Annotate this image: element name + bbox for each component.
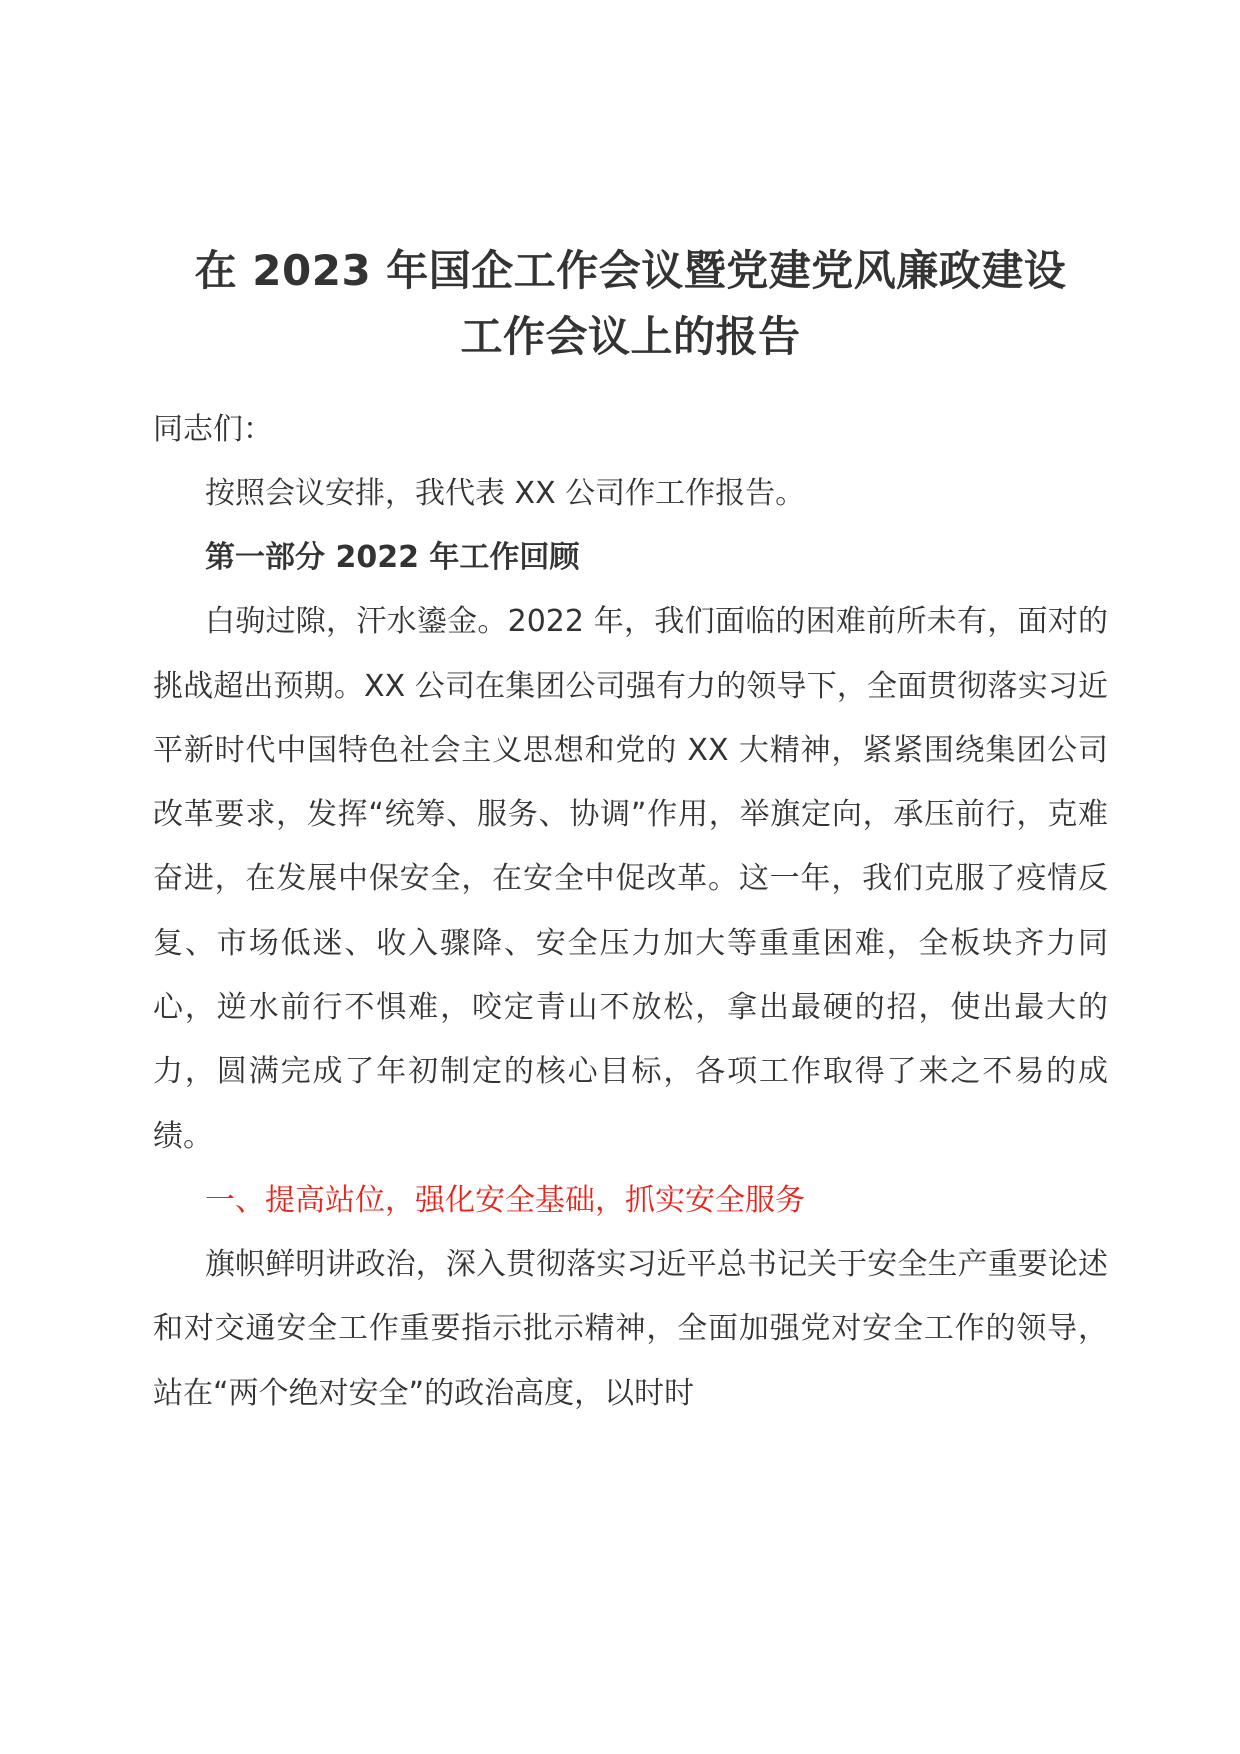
intro-paragraph: 按照会议安排，我代表 XX 公司作工作报告。: [205, 476, 806, 511]
document-page: [153, 238, 1108, 1426]
title-line-1: 在 2023 年国企工作会议暨党建党风廉政建设: [194, 246, 1067, 295]
safety-paragraph: 旗帜鲜明讲政治，深入贯彻落实习近平总书记关于安全生产重要论述和对交通安全工作重要指示批示精神，全面加强党对安全工作的领导，站在“两个绝对安全”的政治高度，以时时: [153, 1246, 1108, 1411]
salutation: 同志们：: [153, 412, 273, 447]
part1-heading: 第一部分 2022 年工作回顾: [205, 540, 580, 576]
review-paragraph: 白驹过隙，汗水鎏金。2022 年，我们面临的困难前所未有，面对的挑战超出预期。XX 公司在集团公司强有力的领导下，全面贯彻落实习近平新时代中国特色社会主义思想和党的 XX 大精神，紧紧围绕集团公司改革要求，发挥“统筹、服务、协调”作用，举旗定向，承压前行，克难奋进，在发展中保安全，在安全中促改革。这一年，我们克服了疫情反复、市场低迷、收入骤降、安全压力加大等重重困难，全板块齐力同心，逆水前行不惧难，咬定青山不放松，拿出最硬的招，使出最大的力，圆满完成了年初制定的核心目标，各项工作取得了来之不易的成绩。: [153, 604, 1108, 1154]
document-title: [153, 238, 1108, 370]
title-line-2: 工作会议上的报告: [460, 312, 801, 361]
section1-heading: 一、提高站位，强化安全基础，抓实安全服务: [205, 1182, 805, 1218]
